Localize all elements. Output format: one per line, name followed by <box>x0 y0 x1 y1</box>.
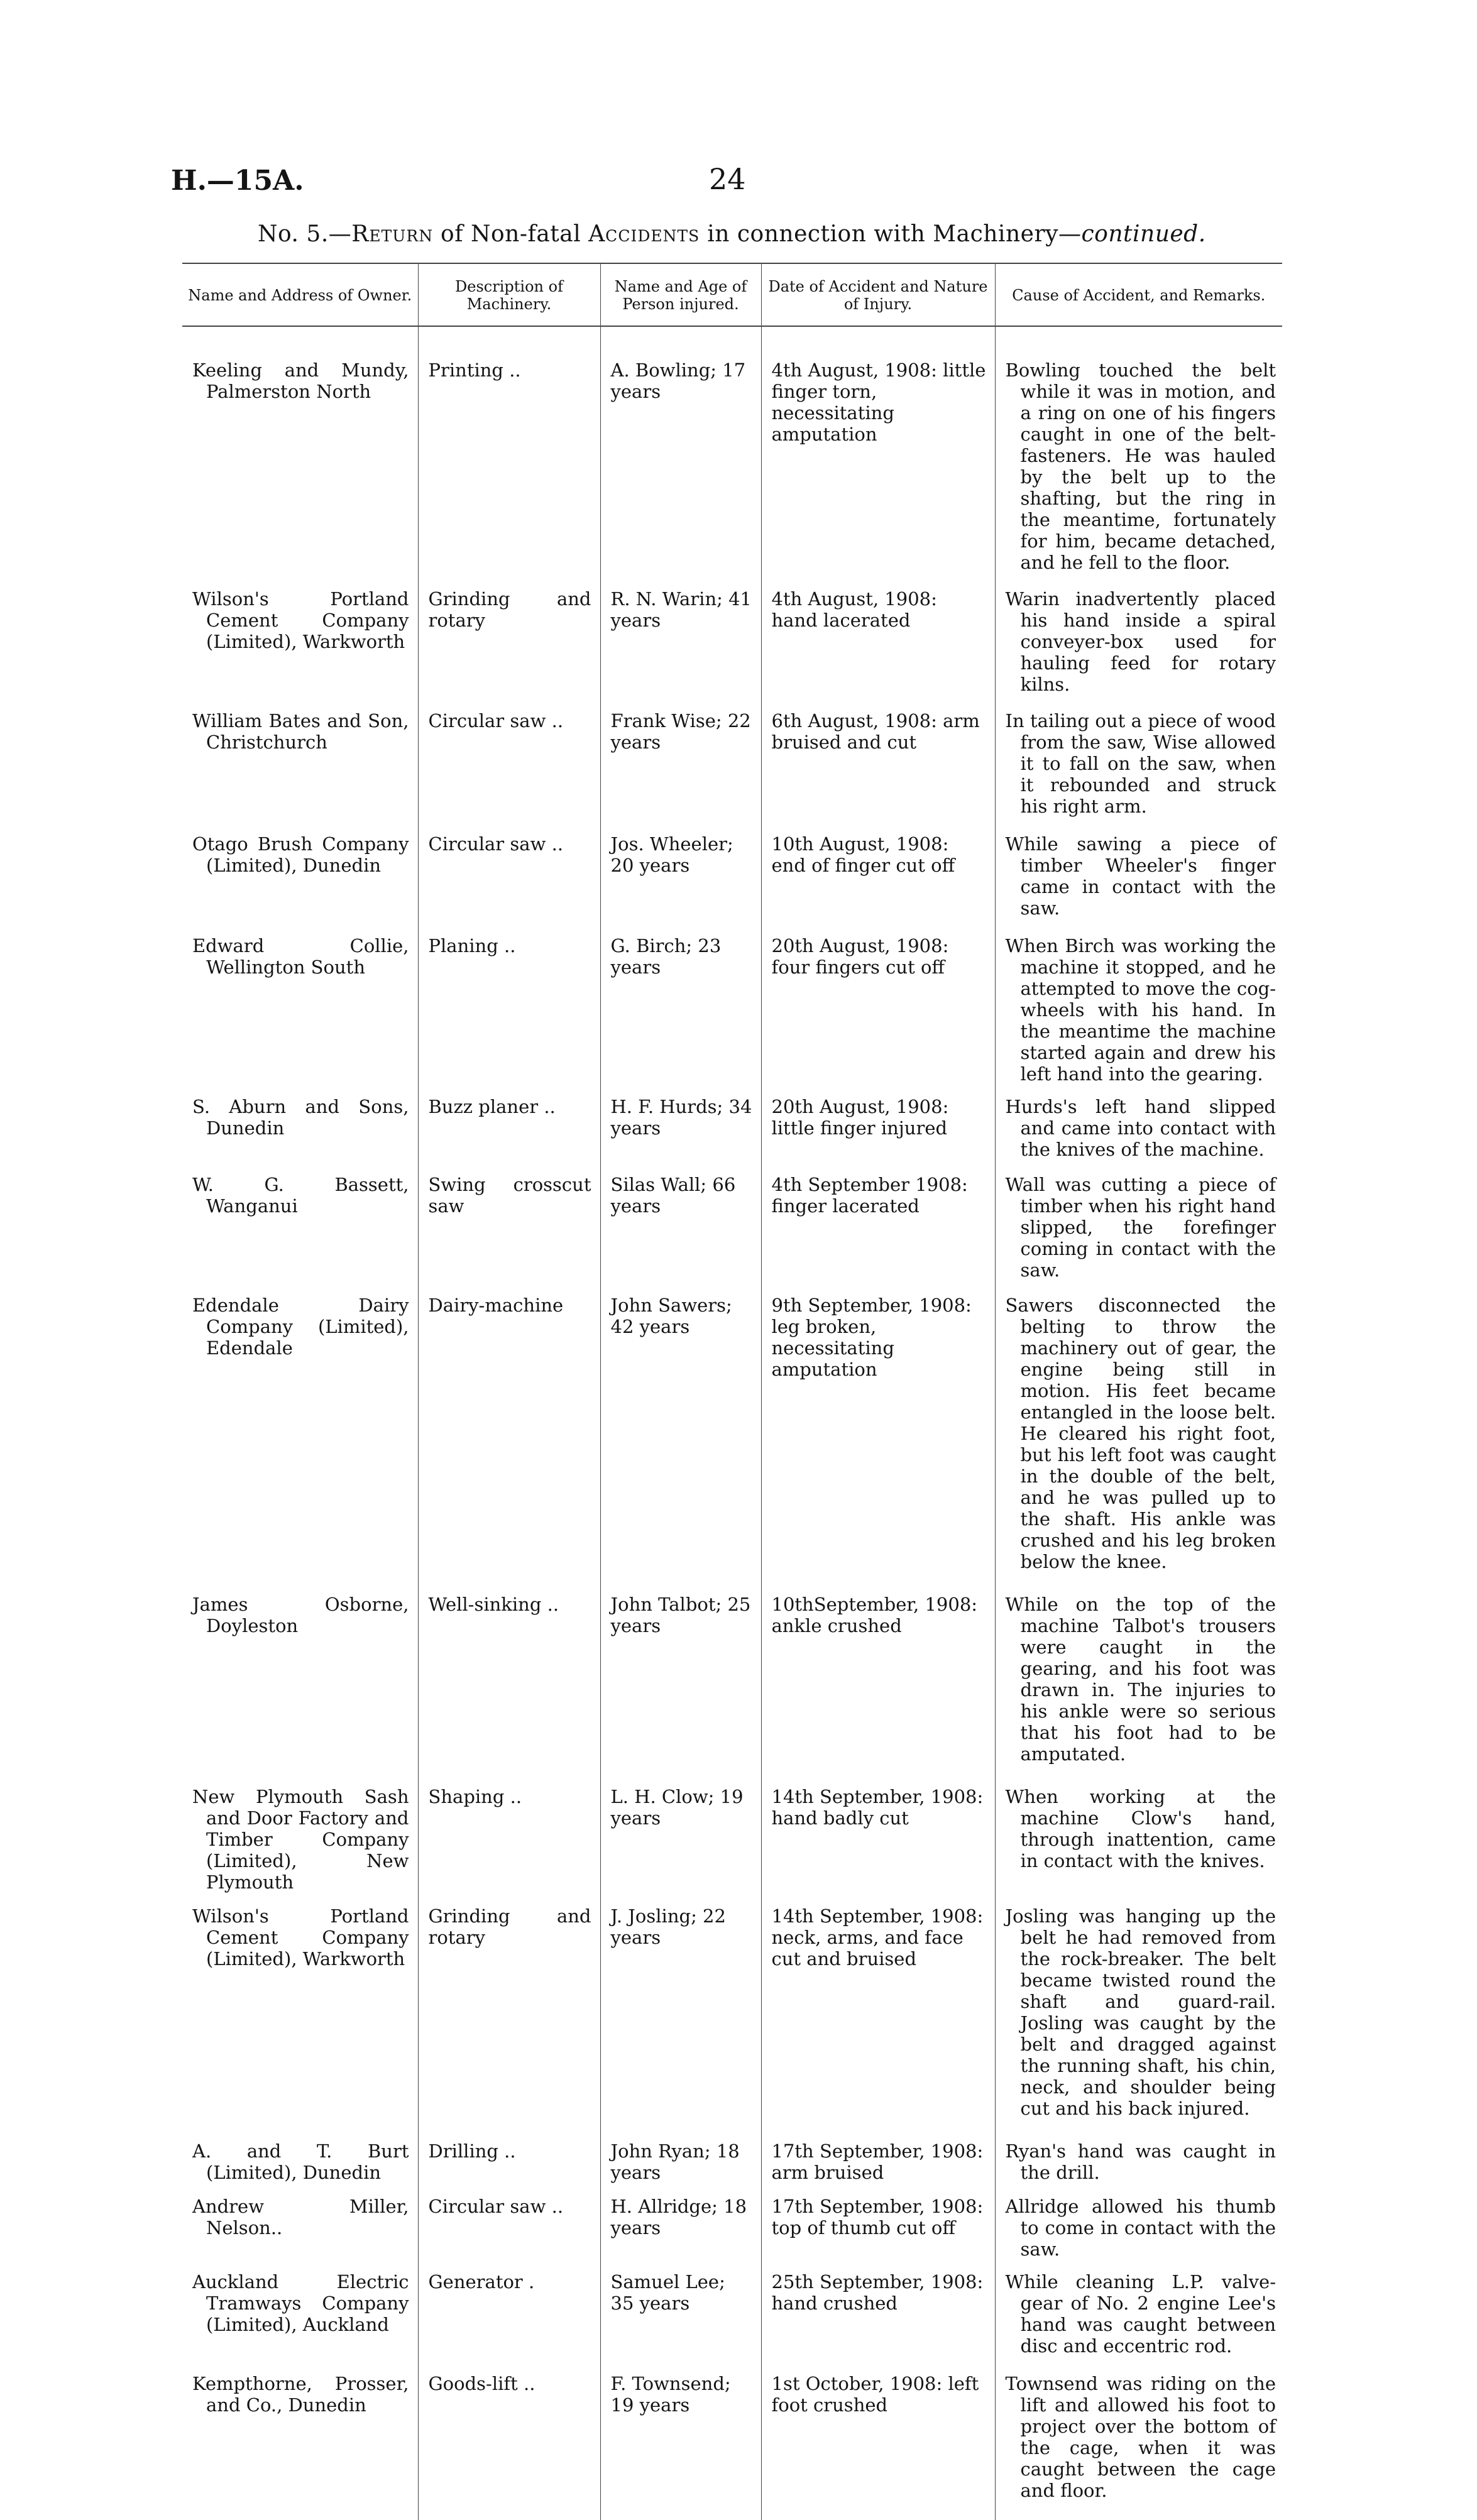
cell-cause: Bowling touched the belt while it was in motion, and a ring on one of his fingers caught in one of the belt-fasteners. He was hauled by the belt up to the shafting, but the ring in the meantime, fortunately for him, became detached, and he fell to the floor. <box>995 326 1282 573</box>
cell-cause: Sawers disconnected the belting to throw the machinery out of gear, the engine being still in motion. His feet became entangled in the loose belt. He cleared his right foot, but his left foot was caught in the double of the belt, and he was pulled up to the shaft. His ankle was crushed and his leg broken below the knee. <box>995 1281 1282 1572</box>
cell-person: L. H. Clow; 19 years <box>600 1765 761 1893</box>
table-body <box>182 326 1282 2520</box>
table-row <box>182 2260 1282 2357</box>
cell-owner: James Osborne, Doyleston <box>192 1594 409 1636</box>
cell-cause: When Birch was working the machine it stopped, and he attempted to move the cog-wheels with his hand. In the meantime the machine started again and drew his left hand into the gearing. <box>995 919 1282 1085</box>
document-reference: H.—15A. <box>171 165 304 197</box>
cell-person: H. F. Hurds; 34 years <box>600 1085 761 1160</box>
cell-machinery: Generator . <box>418 2260 600 2357</box>
cell-owner: W. G. Bassett, Wanganui <box>192 1174 409 1217</box>
cell-cause: Hurds's left hand slipped and came into contact with the knives of the machine. <box>995 1085 1282 1160</box>
table-header-row <box>182 263 1282 326</box>
cell-person: Silas Wall; 66 years <box>600 1160 761 1281</box>
cell-machinery: Circular saw .. <box>418 695 600 817</box>
cell-date-injury: 4th August, 1908: hand lacerated <box>761 573 995 695</box>
cell-cause: Wall was cutting a piece of timber when his right hand slipped, the forefinger coming in contact with the saw. <box>995 1160 1282 1281</box>
table-row <box>182 2119 1282 2183</box>
cell-person: John Ryan; 18 years <box>600 2119 761 2183</box>
cell-owner: Kempthorne, Prosser, and Co., Dunedin <box>192 2373 409 2416</box>
cell-date-injury: 25th September, 1908: hand crushed <box>761 2260 995 2357</box>
cell-person: H. Allridge; 18 years <box>600 2183 761 2260</box>
title-mid: of Non-fatal <box>433 221 589 247</box>
cell-machinery: Drilling .. <box>418 2119 600 2183</box>
table-row <box>182 817 1282 919</box>
table-row <box>182 1160 1282 1281</box>
cell-person: Jos. Wheeler; 20 years <box>600 817 761 919</box>
cell-machinery: Dairy-machine <box>418 1281 600 1572</box>
cell-owner: A. and T. Burt (Limited), Dunedin <box>192 2140 409 2183</box>
cell-person: A. Bowling; 17 years <box>600 326 761 573</box>
cell-person: John Talbot; 25 years <box>600 1572 761 1765</box>
cell-owner: Edendale Dairy Company (Limited), Edendale <box>192 1295 409 1359</box>
cell-owner: Wilson's Portland Cement Company (Limited), Warkworth <box>192 1905 409 1969</box>
table-row <box>182 919 1282 1085</box>
cell-cause: Josling was hanging up the belt he had removed from the rock-breaker. The belt became twisted round the shaft and guard-rail. Josling was caught by the belt and dragged against the running shaft, his chin, neck, and shoulder being cut and his back injured. <box>995 1893 1282 2119</box>
cell-date-injury: 6th August, 1908: arm bruised and cut <box>761 695 995 817</box>
cell-machinery: Buzz planer .. <box>418 1085 600 1160</box>
cell-owner: Andrew Miller, Nelson.. <box>192 2196 409 2238</box>
cell-machinery: Printing .. <box>418 326 600 573</box>
cell-machinery: Goods-lift .. <box>418 2357 600 2520</box>
cell-cause: Ryan's hand was caught in the drill. <box>995 2119 1282 2183</box>
cell-owner: Wilson's Portland Cement Company (Limited), Warkworth <box>192 588 409 652</box>
cell-machinery: Well-sinking .. <box>418 1572 600 1765</box>
cell-date-injury: 14th September, 1908: neck, arms, and face cut and bruised <box>761 1893 995 2119</box>
cell-person: Samuel Lee; 35 years <box>600 2260 761 2357</box>
page-number: 24 <box>709 162 746 196</box>
cell-owner: William Bates and Son, Christchurch <box>192 710 409 753</box>
title-continued: continued. <box>1081 221 1206 247</box>
cell-date-injury: 4th September 1908: finger lacerated <box>761 1160 995 1281</box>
cell-person: J. Josling; 22 years <box>600 1893 761 2119</box>
cell-cause: Townsend was riding on the lift and allowed his foot to project over the bottom of the cage, when it was caught between the cage and floor. <box>995 2357 1282 2520</box>
table-row <box>182 573 1282 695</box>
cell-cause: Warin inadvertently placed his hand inside a spiral conveyer-box used for hauling feed for rotary kilns. <box>995 573 1282 695</box>
table-row <box>182 1893 1282 2119</box>
cell-cause: While cleaning L.P. valve-gear of No. 2 engine Lee's hand was caught between disc and eccentric rod. <box>995 2260 1282 2357</box>
header-person: Name and Age of Person injured. <box>600 263 761 326</box>
cell-machinery: Planing .. <box>418 919 600 1085</box>
cell-date-injury: 14th September, 1908: hand badly cut <box>761 1765 995 1893</box>
cell-date-injury: 10thSeptember, 1908: ankle crushed <box>761 1572 995 1765</box>
cell-owner: S. Aburn and Sons, Dunedin <box>192 1096 409 1139</box>
cell-machinery: Grinding and rotary <box>418 1893 600 2119</box>
cell-cause: Allridge allowed his thumb to come in contact with the saw. <box>995 2183 1282 2260</box>
page-title <box>258 221 1263 247</box>
cell-date-injury: 4th August, 1908: little finger torn, necessitating amputation <box>761 326 995 573</box>
cell-date-injury: 17th September, 1908: arm bruised <box>761 2119 995 2183</box>
cell-owner: Edward Collie, Wellington South <box>192 935 409 978</box>
cell-machinery: Shaping .. <box>418 1765 600 1893</box>
cell-cause: When working at the machine Clow's hand, through inattention, came in contact with the knives. <box>995 1765 1282 1893</box>
table-row <box>182 2357 1282 2520</box>
header-machinery: Description of Machinery. <box>418 263 600 326</box>
title-prefix: No. 5.— <box>258 221 352 247</box>
title-accidents: Accidents <box>588 221 700 247</box>
cell-owner: Otago Brush Company (Limited), Dunedin <box>192 833 409 876</box>
cell-person: John Sawers; 42 years <box>600 1281 761 1572</box>
table-row <box>182 1085 1282 1160</box>
cell-person: R. N. Warin; 41 years <box>600 573 761 695</box>
table-row <box>182 1281 1282 1572</box>
cell-date-injury: 10th August, 1908: end of finger cut off <box>761 817 995 919</box>
cell-date-injury: 1st October, 1908: left foot crushed <box>761 2357 995 2520</box>
cell-person: G. Birch; 23 years <box>600 919 761 1085</box>
header-owner: Name and Address of Owner. <box>182 263 418 326</box>
cell-person: F. Townsend; 19 years <box>600 2357 761 2520</box>
accidents-table-container <box>182 263 1282 2520</box>
accidents-table <box>182 263 1282 2520</box>
cell-machinery: Swing crosscut saw <box>418 1160 600 1281</box>
cell-date-injury: 20th August, 1908: four fingers cut off <box>761 919 995 1085</box>
table-row <box>182 2183 1282 2260</box>
table-row <box>182 1765 1282 1893</box>
cell-date-injury: 17th September, 1908: top of thumb cut off <box>761 2183 995 2260</box>
table-row <box>182 1572 1282 1765</box>
cell-owner: New Plymouth Sash and Door Factory and Timber Company (Limited), New Plymouth <box>192 1786 409 1893</box>
cell-owner: Auckland Electric Tramways Company (Limited), Auckland <box>192 2271 409 2335</box>
title-return: Return <box>351 221 434 247</box>
cell-cause: While sawing a piece of timber Wheeler's finger came in contact with the saw. <box>995 817 1282 919</box>
cell-owner: Keeling and Mundy, Palmerston North <box>192 359 409 402</box>
table-row <box>182 695 1282 817</box>
header-cause: Cause of Accident, and Remarks. <box>995 263 1282 326</box>
cell-cause: In tailing out a piece of wood from the saw, Wise allowed it to fall on the saw, when it rebounded and struck his right arm. <box>995 695 1282 817</box>
cell-date-injury: 9th September, 1908: leg broken, necessitating amputation <box>761 1281 995 1572</box>
cell-date-injury: 20th August, 1908: little finger injured <box>761 1085 995 1160</box>
cell-machinery: Circular saw .. <box>418 2183 600 2260</box>
cell-person: Frank Wise; 22 years <box>600 695 761 817</box>
cell-cause: While on the top of the machine Talbot's trousers were caught in the gearing, and his foot was drawn in. The injuries to his ankle were so serious that his foot had to be amputated. <box>995 1572 1282 1765</box>
cell-machinery: Circular saw .. <box>418 817 600 919</box>
title-rest: in connection with Machinery— <box>700 221 1082 247</box>
header-date-injury: Date of Accident and Nature of Injury. <box>761 263 995 326</box>
table-row <box>182 326 1282 573</box>
cell-machinery: Grinding and rotary <box>418 573 600 695</box>
